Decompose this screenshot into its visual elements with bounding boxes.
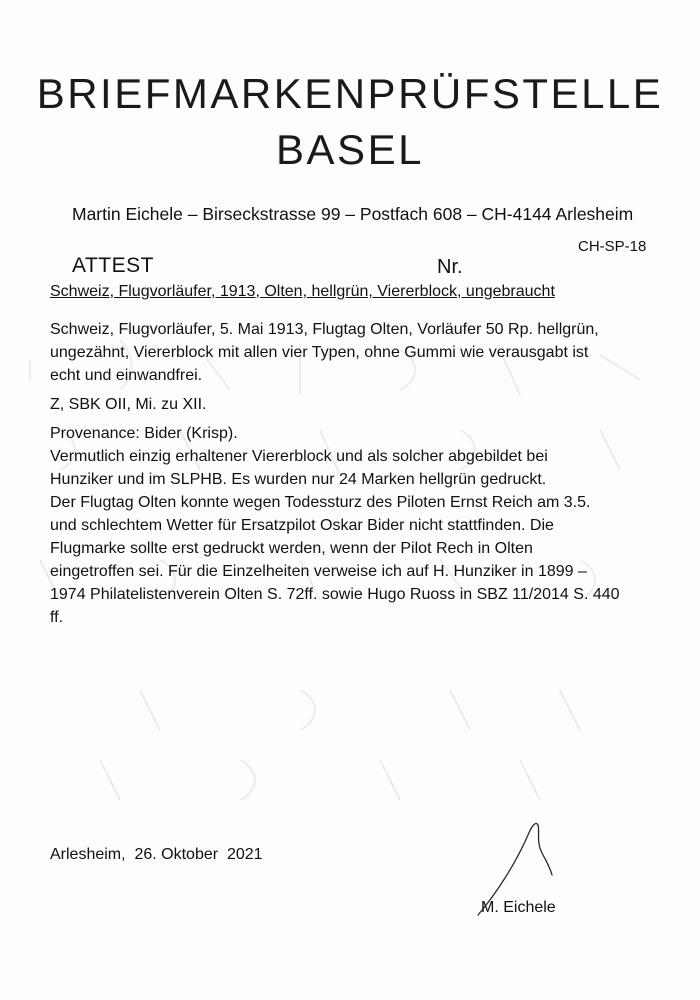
certificate-subject: Schweiz, Flugvorläufer, 1913, Olten, hellgrün, Viererblock, ungebraucht <box>50 283 555 300</box>
office-address: Martin Eichele – Birseckstrasse 99 – Postfach 608 – CH-4144 Arlesheim <box>72 204 634 224</box>
office-city: BASEL <box>276 126 424 173</box>
place-and-date: Arlesheim, 26. Oktober 2021 <box>50 846 263 863</box>
office-title: BRIEFMARKENPRÜFSTELLE <box>36 70 664 117</box>
attest-label: ATTEST <box>72 254 154 277</box>
text-line: Der Flugtag Olten konnte wegen Todessturz des Piloten Ernst Reich am 3.5. <box>50 494 591 511</box>
text-line: ff. <box>50 609 64 626</box>
text-line: ungezähnt, Viererblock mit allen vier Typen, ohne Gummi wie verausgabt ist <box>50 344 589 361</box>
text-line: 1974 Philatelistenverein Olten S. 72ff. sowie Hugo Ruoss in SBZ 11/2014 S. 440 <box>50 586 620 603</box>
text-line: Flugmarke sollte erst gedruckt werden, wenn der Pilot Rech in Olten <box>50 540 533 557</box>
text-line: Hunziker und im SLPHB. Es wurden nur 24 Marken hellgrün gedruckt. <box>50 471 547 488</box>
text-line: und schlechtem Wetter für Ersatzpilot Oskar Bider nicht stattfinden. Die <box>50 517 554 534</box>
text-line: Schweiz, Flugvorläufer, 5. Mai 1913, Flugtag Olten, Vorläufer 50 Rp. hellgrün, <box>50 321 599 338</box>
text-line: Vermutlich einzig erhaltener Viererblock und als solcher abgebildet bei <box>50 448 548 465</box>
certificate-body <box>50 318 660 629</box>
signer-name: M. Eichele <box>481 899 556 916</box>
text-line: echt und einwandfrei. <box>50 367 203 384</box>
text-line: eingetroffen sei. Für die Einzelheiten verweise ich auf H. Hunziker in 1899 – <box>50 563 587 580</box>
provenance-line: Provenance: Bider (Krisp). <box>50 425 238 442</box>
nr-label: Nr. <box>437 256 463 278</box>
notes-paragraph <box>50 445 660 629</box>
catalog-line: Z, SBK OII, Mi. zu XII. <box>50 396 207 413</box>
description-paragraph <box>50 318 660 387</box>
certificate-reference: CH-SP-18 <box>578 238 647 255</box>
